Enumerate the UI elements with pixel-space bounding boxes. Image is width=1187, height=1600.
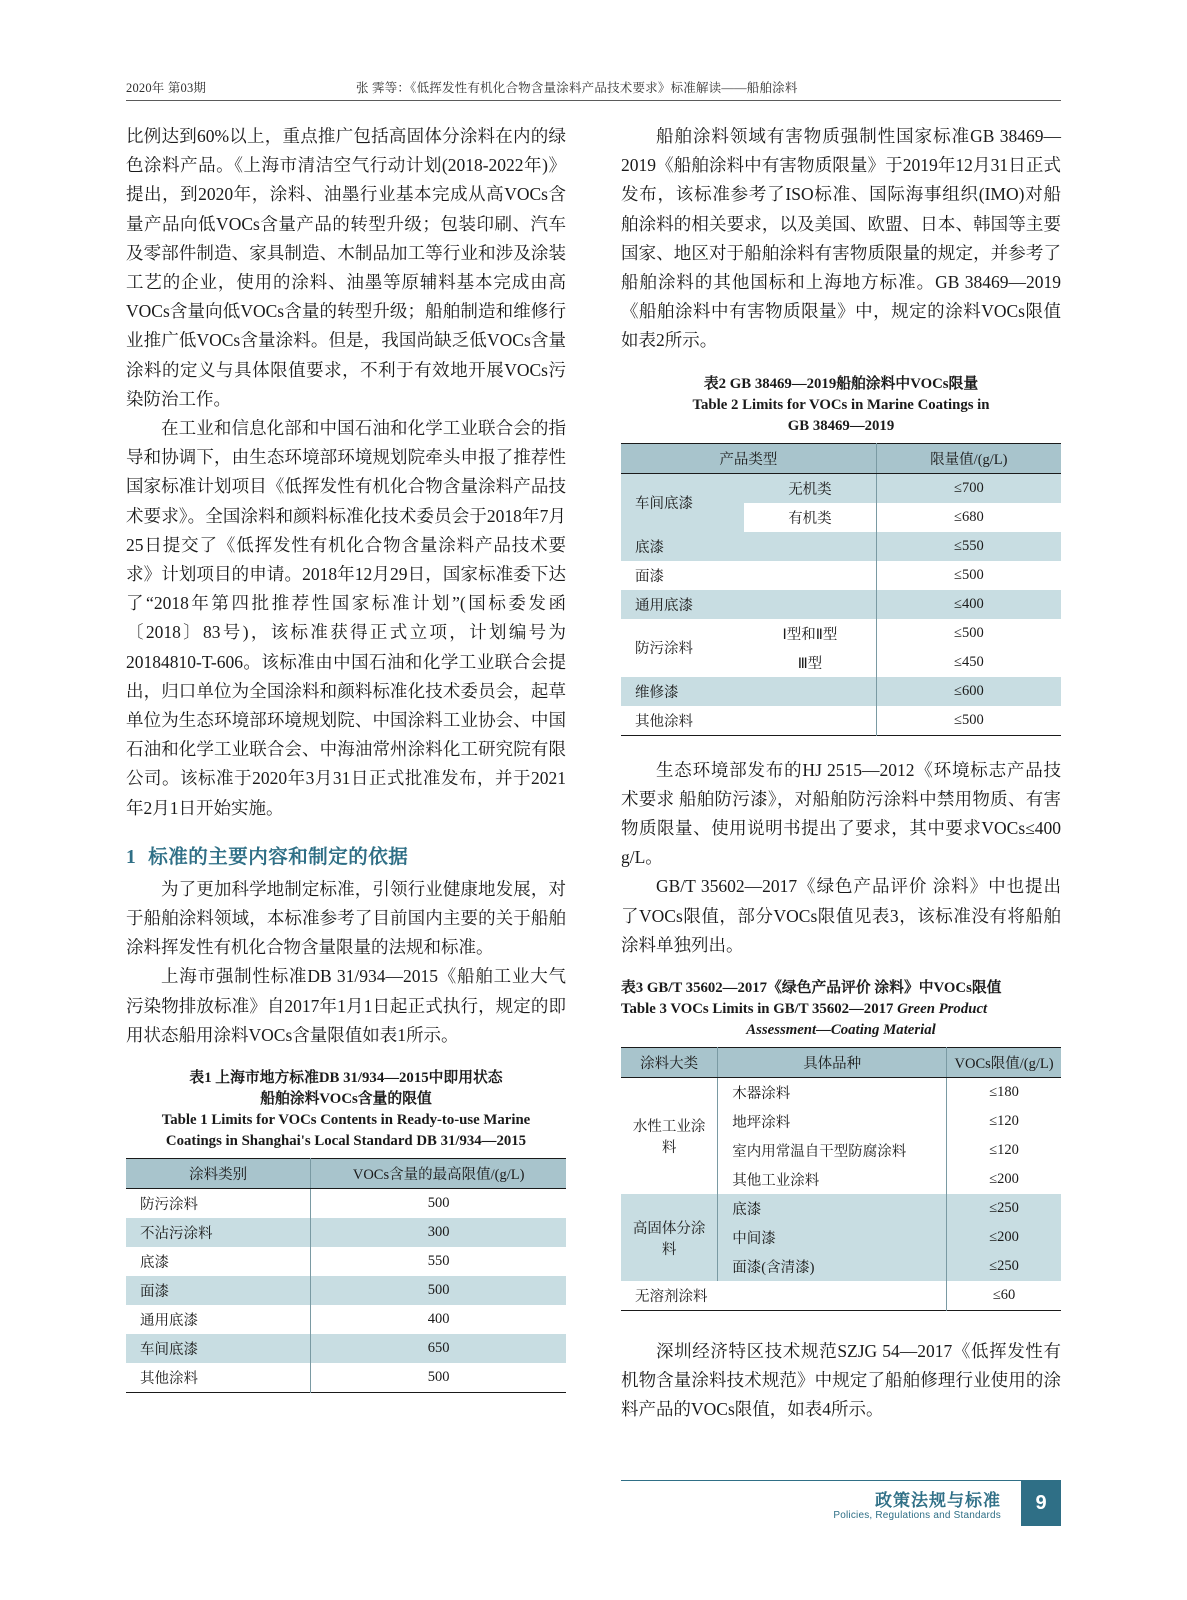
table-row: [621, 532, 1061, 561]
table1-cell-value: 500: [427, 1195, 450, 1212]
table-row: [621, 1078, 1061, 1108]
table2-caption: [621, 374, 1061, 437]
table-row: [621, 1194, 1061, 1223]
page-number: 9: [1021, 1480, 1061, 1526]
table3-cell-variety: 地坪涂料: [718, 1107, 947, 1136]
table2-cell-value: ≤500: [953, 566, 984, 583]
table3-cell-value: ≤250: [947, 1194, 1061, 1223]
table-row: [621, 473, 1061, 503]
table3-cell-value: ≤250: [947, 1252, 1061, 1281]
left-column: [126, 122, 566, 1393]
paragraph-hj2515: 生态环境部发布的HJ 2515—2012《环境标志产品技术要求 船舶防污漆》，对船舶防污涂料中禁用物质、有害物质限量、使用说明书提出了要求，其中要求VOCs≤400 g/L。: [621, 759, 1061, 868]
table3-caption-en-italic-2: Assessment—Coating Material: [746, 1022, 936, 1039]
table1-cell-value: 500: [427, 1369, 450, 1386]
table-row: [126, 1247, 566, 1276]
table-row: [621, 1281, 1061, 1311]
table2-cell-value: ≤600: [876, 677, 1061, 706]
table3-cell-variety: 底漆: [718, 1194, 947, 1223]
table3-cell-value: ≤60: [992, 1287, 1016, 1304]
table3-cell-variety: 其他工业涂料: [718, 1165, 947, 1194]
table1-cell-category: 防污涂料: [126, 1189, 311, 1219]
table3-caption-en-1: [621, 999, 1061, 1020]
table-row: [126, 1276, 566, 1305]
table3-cell-group: 高固体分涂料: [621, 1194, 718, 1281]
paragraph-basis-1: 为了更加科学地制定标准，引领行业健康地发展，对于船舶涂料领域，本标准参考了目前国内主要的关于船舶涂料挥发性有机化合物含量限量的法规和标准。: [126, 878, 566, 958]
table2-cell-group: 通用底漆: [621, 590, 876, 619]
table3-caption-en-text: Table 3 VOCs Limits in GB/T 35602—2017: [621, 1001, 898, 1018]
running-head-right: 张 霁等：《低挥发性有机化合物含量涂料产品技术要求》标准解读——船舶涂料: [356, 81, 798, 95]
table2-cell-group: 底漆: [621, 532, 876, 561]
table1-cell-category: 底漆: [126, 1247, 311, 1276]
table2-cell-value: ≤500: [953, 624, 984, 641]
table1-cell-category: 通用底漆: [126, 1305, 311, 1334]
table-header-row: [126, 1159, 566, 1189]
footer-section-cn: 政策法规与标准: [875, 1491, 1001, 1510]
table1-cell-value: 500: [311, 1276, 566, 1305]
table1-cell-value: 400: [427, 1311, 450, 1328]
table1-caption-en-2: Coatings in Shanghai's Local Standard DB 31/934—2015: [165, 1133, 527, 1150]
table2-cell-group: 维修漆: [621, 677, 876, 706]
table3-cell-variety: 木器涂料: [718, 1078, 947, 1108]
table3-caption: [621, 978, 1061, 1041]
table1-caption-en-1: Table 1 Limits for VOCs Contents in Ready-to-use Marine: [161, 1112, 531, 1129]
section-heading-1: [126, 841, 566, 869]
table3-cell-value: ≤200: [989, 1171, 1019, 1188]
footer-section-en: Policies, Regulations and Standards: [833, 1510, 1001, 1521]
table1-cell-category: 车间底漆: [126, 1334, 311, 1363]
table3-cell-value: ≤120: [989, 1142, 1019, 1159]
table2-cell-group: 其他涂料: [621, 706, 876, 736]
table3-cell-group: 无溶剂涂料: [621, 1281, 947, 1311]
table2-cell-value: ≤400: [876, 590, 1061, 619]
table1-cell-category: 面漆: [126, 1276, 311, 1305]
table2-caption-en-2: GB 38469—2019: [787, 417, 895, 434]
table1-caption-cn-2: 船舶涂料VOCs含量的限值: [260, 1091, 432, 1108]
table2-cell-group: 车间底漆: [621, 473, 744, 532]
table-row: [621, 706, 1061, 736]
paragraph-gbt35602: GB/T 35602—2017《绿色产品评价 涂料》中也提出了VOCs限值，部分VOCs限值见表3，该标准没有将船舶涂料单独列出。: [621, 876, 1061, 955]
running-head: [126, 78, 1061, 96]
table3-header-category: 涂料大类: [621, 1048, 718, 1078]
table2-cell-sub: Ⅰ型和Ⅱ型: [744, 619, 876, 648]
table-row: [126, 1363, 566, 1393]
table3-cell-variety: 面漆(含清漆): [718, 1252, 947, 1281]
table-row: [621, 590, 1061, 619]
table-row: [621, 677, 1061, 706]
page-footer: [621, 1480, 1061, 1536]
table3-cell-variety: 室内用常温自干型防腐涂料: [718, 1136, 947, 1165]
table-2: [621, 443, 1061, 736]
section-title: 标准的主要内容和制定的依据: [148, 846, 409, 868]
table2-cell-sub: Ⅲ型: [744, 648, 876, 677]
paragraph-continuation: 比例达到60%以上，重点推广包括高固体分涂料在内的绿色涂料产品。《上海市清洁空气行动计划(2018-2022年)》提出，到2020年，涂料、油墨行业基本完成从高VOCs含量产品向低VOCs含量产品的转型升级；包装印刷、汽车及零部件制造、家具制造、木制品加工等行业和涉及涂装工艺的企业，使用的涂料、油墨等原辅料基本完成由高VOCs含量向低VOCs含量的转型升级；船舶制造和维修行业推广低VOCs含量涂料。但是，我国尚缺乏低VOCs含量涂料的定义与具体限值要求，不利于有效地开展VOCs污染防治工作。: [126, 126, 566, 409]
table2-cell-sub: 无机类: [744, 473, 876, 503]
running-head-left: 2020年 第03期: [126, 81, 207, 95]
section-number: 1: [126, 846, 137, 868]
table-row: [126, 1334, 566, 1363]
table2-header-limit: 限量值/(g/L): [876, 443, 1061, 473]
table2-cell-sub: 有机类: [744, 503, 876, 532]
table2-caption-en-1: Table 2 Limits for VOCs in Marine Coatings in: [692, 396, 990, 413]
table3-header-variety: 具体品种: [718, 1048, 947, 1078]
table3-cell-value: ≤120: [989, 1113, 1019, 1130]
table-row: [621, 619, 1061, 648]
table1-header-limit: VOCs含量的最高限值/(g/L): [311, 1159, 566, 1189]
table1-cell-value: 300: [311, 1218, 566, 1247]
table2-cell-value: ≤500: [953, 711, 984, 728]
table3-header-limit: VOCs限值/(g/L): [947, 1048, 1061, 1078]
table2-cell-group: 防污涂料: [635, 641, 693, 658]
table3-caption-cn: 表3 GB/T 35602—2017《绿色产品评价 涂料》中VOCs限值: [621, 980, 1002, 997]
table2-cell-value: ≤450: [953, 653, 984, 670]
paragraph-szjg54: 深圳经济特区技术规范SZJG 54—2017《低挥发性有机物含量涂料技术规范》中规定了船舶修理行业使用的涂料产品的VOCs限值，如表4所示。: [621, 1341, 1061, 1420]
table2-cell-value: ≤700: [876, 473, 1061, 503]
table-header-row: [621, 1048, 1061, 1078]
table2-cell-value: ≤550: [876, 532, 1061, 561]
table3-caption-en-italic-1: Green Product: [897, 1001, 988, 1018]
table1-cell-value: 650: [311, 1334, 566, 1363]
table-row: [621, 561, 1061, 590]
table1-caption-cn-1: 表1 上海市地方标准DB 31/934—2015中即用状态: [189, 1070, 503, 1087]
table2-caption-cn: 表2 GB 38469—2019船舶涂料中VOCs限量: [703, 375, 979, 392]
table-3: [621, 1047, 1061, 1311]
paragraph-basis-2: 上海市强制性标准DB 31/934—2015《船舶工业大气污染物排放标准》自2017年1月1日起正式执行，规定的即用状态船用涂料VOCs含量限值如表1所示。: [126, 966, 566, 1045]
footer-divider: [621, 1480, 1061, 1481]
header-divider: [126, 100, 1061, 101]
table-row: [126, 1189, 566, 1219]
table3-cell-value: ≤200: [947, 1223, 1061, 1252]
table1-cell-category: 不沾污涂料: [126, 1218, 311, 1247]
table2-header-type: 产品类型: [621, 443, 876, 473]
table1-header-category: 涂料类别: [126, 1159, 311, 1189]
table2-cell-value: ≤680: [953, 508, 984, 525]
right-column: [621, 122, 1061, 1425]
table3-cell-variety: 中间漆: [718, 1223, 947, 1252]
table1-caption: [126, 1068, 566, 1152]
table-1: [126, 1158, 566, 1393]
paragraph-gb38469: 船舶涂料领域有害物质强制性国家标准GB 38469—2019《船舶涂料中有害物质限量》于2019年12月31日正式发布，该标准参考了ISO标准、国际海事组织(IMO)对船舶涂料的相关要求，以及美国、欧盟、日本、韩国等主要国家、地区对于船舶涂料有害物质限量的规定，并参考了船舶涂料的其他国标和上海地方标准。GB 38469—2019《船舶涂料中有害物质限量》中，规定的涂料VOCs限值如表2所示。: [621, 126, 1061, 351]
table-header-row: [621, 443, 1061, 473]
table1-cell-category: 其他涂料: [126, 1363, 311, 1393]
table3-cell-value: ≤180: [989, 1084, 1019, 1101]
table3-cell-group: 水性工业涂料: [621, 1078, 718, 1195]
table1-cell-value: 550: [427, 1253, 450, 1270]
table-row: [126, 1218, 566, 1247]
paragraph-standard-project: 在工业和信息化部和中国石油和化学工业联合会的指导和协调下，由生态环境部环境规划院牵头申报了推荐性国家标准计划项目《低挥发性有机化合物含量涂料产品技术要求》。全国涂料和颜料标准化技术委员会于2018年7月25日提交了《低挥发性有机化合物含量涂料产品技术要求》计划项目的申请。2018年12月29日，国家标准委下达了“2018年第四批推荐性国家标准计划”(国标委发函〔2018〕83号)，该标准获得正式立项，计划编号为20184810-T-606。该标准由中国石油和化学工业联合会提出，归口单位为全国涂料和颜料标准化技术委员会，起草单位为生态环境部环境规划院、中国涂料工业协会、中国石油和化学工业联合会、中海油常州涂料化工研究院有限公司。该标准于2020年3月31日正式批准发布，并于2021年2月1日开始实施。: [126, 418, 566, 818]
table-row: [126, 1305, 566, 1334]
table2-cell-group: 面漆: [621, 561, 876, 590]
